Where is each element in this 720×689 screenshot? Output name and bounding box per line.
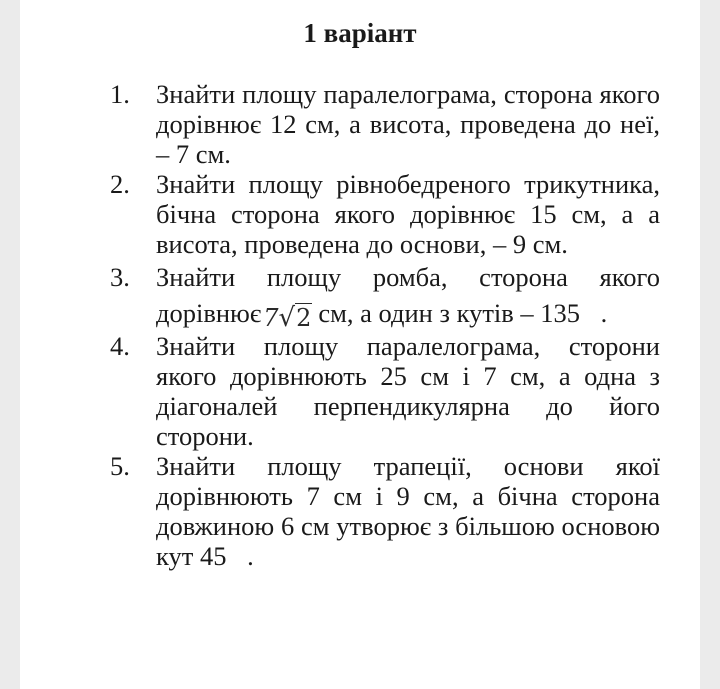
- formula-coefficient: 7: [263, 304, 279, 332]
- task-text: Знайти площу паралелограма, сторона якого дорівнює 12 см, а висота, проведена до неї, – 7 см.: [156, 79, 660, 169]
- formula-seven-root-two: [263, 305, 312, 331]
- document-title: 1 варіант: [303, 18, 417, 48]
- task-text: Знайти площу паралелограма, сторони якого дорівнюють 25 см і 7 см, а одна з діагоналей перпендикулярна до його сторони.: [156, 331, 660, 451]
- task-number: 5.: [110, 451, 130, 481]
- task-list: [110, 79, 660, 571]
- formula-radicand: 2: [296, 304, 312, 332]
- task-item-2: [110, 169, 660, 259]
- task-number: 4.: [110, 331, 130, 361]
- task-item-3: [110, 259, 660, 331]
- task-text: Знайти площу трапеції, основи якої дорівнюють 7 см і 9 см, а бічна сторона довжиною 6 см утворює з більшою основою кут 45⃞.: [156, 451, 660, 571]
- task-number: 3.: [110, 262, 130, 292]
- task-text: Знайти площу рівнобедреного трикутника, бічна сторона якого дорівнює 15 см, а а висота, проведена до основи, – 9 см.: [156, 169, 660, 259]
- task-number: 2.: [110, 169, 130, 199]
- task-text: [156, 259, 660, 331]
- task-item-5: [110, 451, 660, 571]
- task-text-after-formula: см, а один з кутів – 135⃞.: [318, 298, 608, 328]
- task-item-1: [110, 79, 660, 169]
- task-text-before-formula: Знайти площу ромба, сторона якого дорівнює: [156, 262, 660, 328]
- task-number: 1.: [110, 79, 130, 109]
- radical-sign: √: [278, 303, 296, 333]
- task-item-4: [110, 331, 660, 451]
